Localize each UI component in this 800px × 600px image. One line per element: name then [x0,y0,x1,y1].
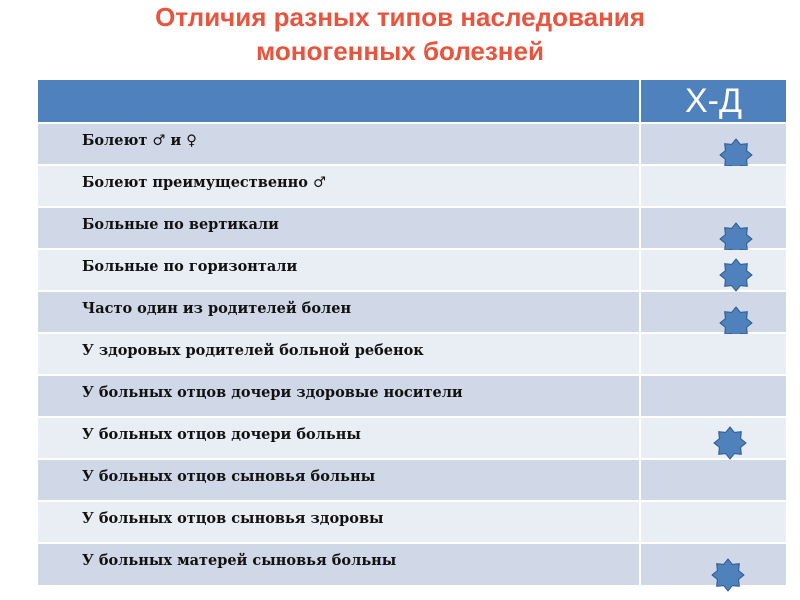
row-label: У больных матерей сыновья больны [38,543,640,585]
row-marker-cell [640,375,786,417]
table-row [38,165,786,207]
table-row [38,501,786,543]
title-line-1: Отличия разных типов наследования [155,2,645,32]
row-label: У больных отцов сыновья больны [38,459,640,501]
row-marker-cell [640,291,786,333]
row-marker-cell [640,459,786,501]
row-marker-cell [640,249,786,291]
table-row [38,123,786,165]
header-cell-feature [38,80,640,123]
row-label: У больных отцов сыновья здоровы [38,501,640,543]
eight-point-star-icon [713,426,747,460]
comparison-table [38,80,786,585]
table-header-row [38,80,786,123]
eight-point-star-icon [711,558,745,592]
table-row [38,375,786,417]
row-label: Болеют преимущественно ♂ [38,165,640,207]
row-marker-cell [640,165,786,207]
table-row [38,207,786,249]
comparison-table-container [38,80,786,585]
title-line-2: моногенных болезней [256,36,544,66]
table-row [38,249,786,291]
row-marker-cell [640,543,786,585]
row-label: Болеют ♂ и ♀ [38,123,640,165]
table-row [38,291,786,333]
row-marker-cell [640,207,786,249]
row-label: У больных отцов дочери больны [38,417,640,459]
row-marker-cell [640,417,786,459]
row-label: У больных отцов дочери здоровые носители [38,375,640,417]
row-label: У здоровых родителей больной ребенок [38,333,640,375]
row-marker-cell [640,501,786,543]
table-row [38,333,786,375]
row-label: Больные по горизонтали [38,249,640,291]
table-row [38,417,786,459]
page-title [0,0,800,68]
eight-point-star-icon [719,258,753,292]
row-label: Больные по вертикали [38,207,640,249]
table-row [38,459,786,501]
table-row [38,543,786,585]
header-cell-x-dominant: Х-Д [640,80,786,123]
row-label: Часто один из родителей болен [38,291,640,333]
row-marker-cell [640,333,786,375]
row-marker-cell [640,123,786,165]
